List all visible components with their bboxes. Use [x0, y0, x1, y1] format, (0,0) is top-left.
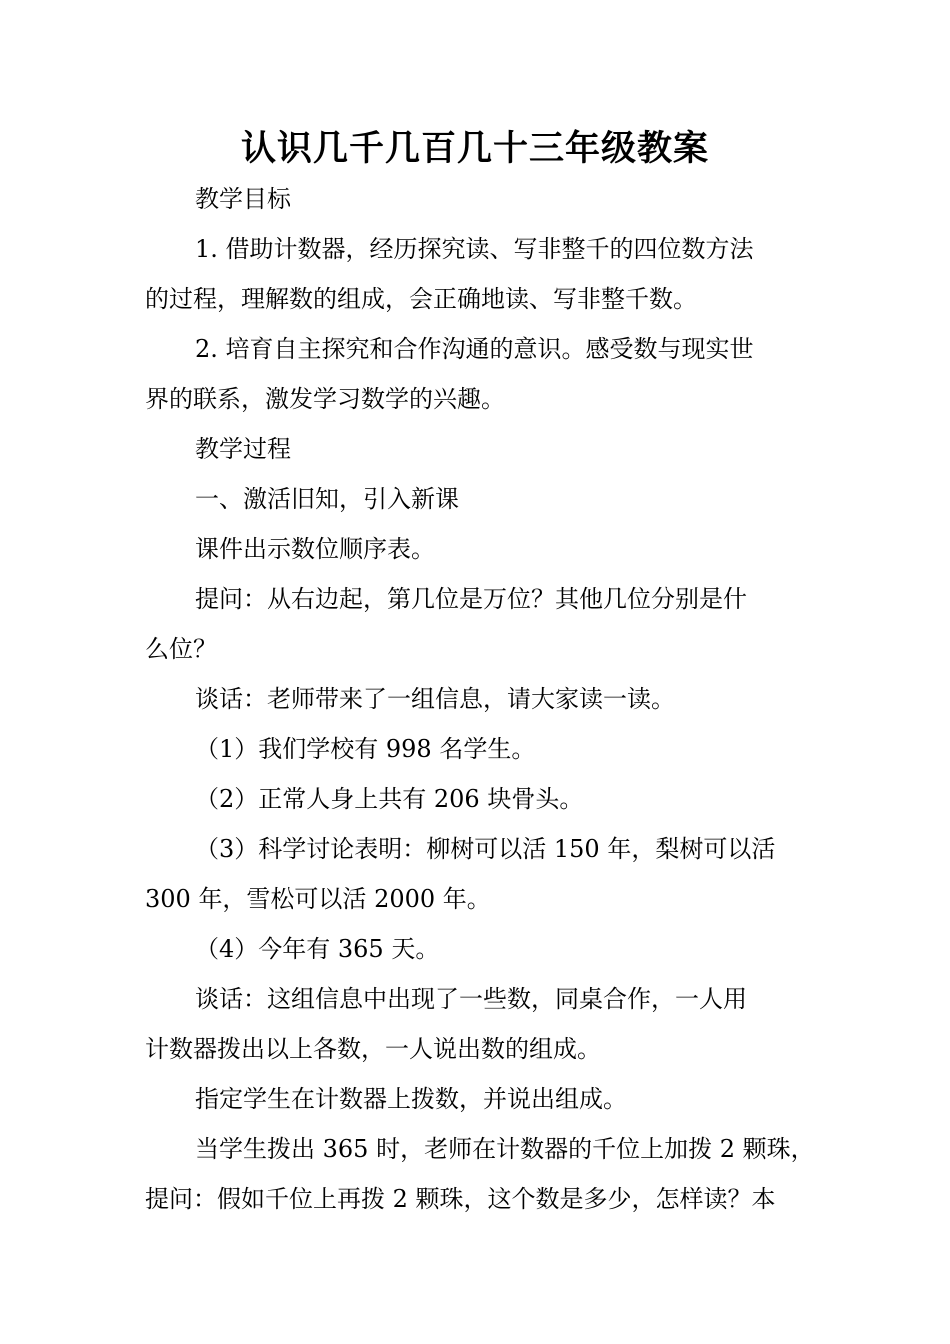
paragraph-line: 提问：假如千位上再拨 2 颗珠，这个数是多少，怎样读？本: [145, 1185, 776, 1213]
section-heading-process: 教学过程: [195, 435, 291, 463]
paragraph-line: 计数器拨出以上各数，一人说出数的组成。: [145, 1035, 601, 1063]
paragraph-line: 么位？: [145, 635, 217, 663]
list-item: （3）科学讨论表明：柳树可以活 150 年，梨树可以活: [195, 835, 776, 863]
paragraph-line: 谈话：这组信息中出现了一些数，同桌合作，一人用: [195, 985, 747, 1013]
subsection-heading: 一、激活旧知，引入新课: [195, 485, 459, 513]
paragraph-line: 2. 培育自主探究和合作沟通的意识。感受数与现实世: [195, 335, 754, 363]
document-title: 认识几千几百几十三年级教案: [240, 129, 709, 169]
paragraph-line: 界的联系，激发学习数学的兴趣。: [145, 385, 505, 413]
paragraph-line: 1. 借助计数器，经历探究读、写非整千的四位数方法: [195, 235, 754, 263]
paragraph-line: 指定学生在计数器上拨数，并说出组成。: [195, 1085, 627, 1113]
paragraph-line: 课件出示数位顺序表。: [195, 535, 435, 563]
paragraph-line: 当学生拨出 365 时，老师在计数器的千位上加拨 2 颗珠，: [195, 1135, 815, 1163]
paragraph-line: 的过程，理解数的组成，会正确地读、写非整千数。: [145, 285, 697, 313]
list-item: （1）我们学校有 998 名学生。: [195, 735, 536, 763]
list-item: （2）正常人身上共有 206 块骨头。: [195, 785, 584, 813]
paragraph-line: 提问：从右边起，第几位是万位？其他几位分别是什: [195, 585, 747, 613]
paragraph-line: 谈话：老师带来了一组信息，请大家读一读。: [195, 685, 675, 713]
list-item-continuation: 300 年，雪松可以活 2000 年。: [145, 885, 491, 913]
section-heading-goals: 教学目标: [195, 185, 291, 213]
list-item: （4）今年有 365 天。: [195, 935, 440, 963]
